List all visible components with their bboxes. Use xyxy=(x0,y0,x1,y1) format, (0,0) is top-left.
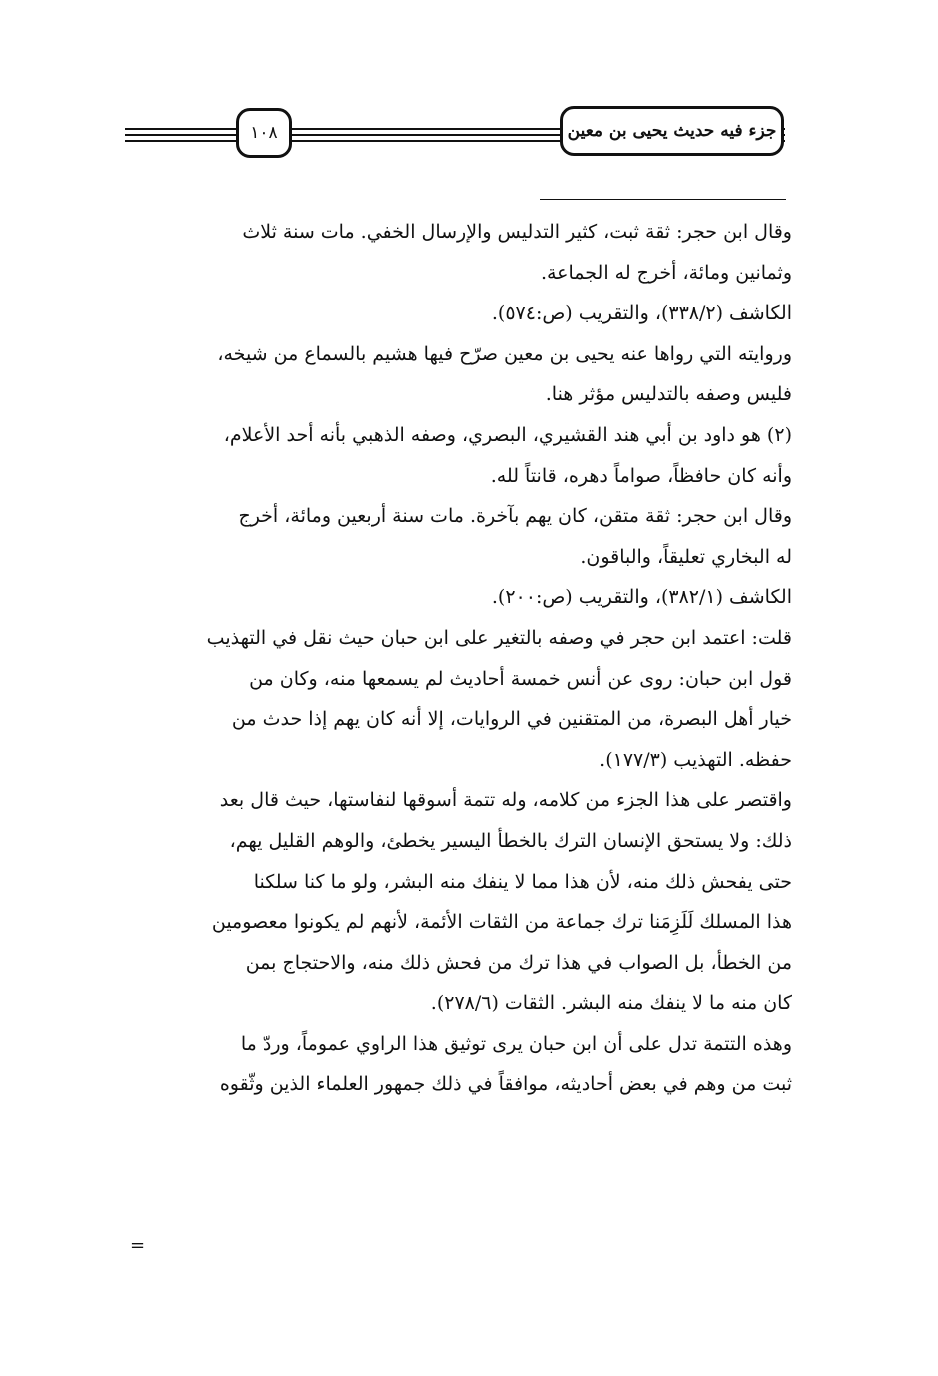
text-line: وقال ابن حجر: ثقة ثبت، كثير التدليس والإرسال الخفي. مات سنة ثلاث xyxy=(242,221,792,243)
text-line: وروايته التي رواها عنه يحيى بن معين صرّح فيها هشيم بالسماع من شيخه، xyxy=(217,342,792,365)
text-line: فليس وصفه بالتدليس مؤثر هنا. xyxy=(545,383,792,406)
text-line: وثمانين ومائة، أخرج له الجماعة. xyxy=(540,261,792,284)
text-line: من الخطأ، بل الصواب في هذا ترك من فحش ذلك منه، والاحتجاج بمن xyxy=(245,951,792,974)
text-line: (٢) هو داود بن أبي هند القشيري، البصري، وصفه الذهبي بأنه أحد الأعلام، xyxy=(223,423,792,446)
text-line: حفظه. التهذيب (١٧٧/٣). xyxy=(599,748,792,771)
book-title: جزء فيه حديث يحيى بن معين xyxy=(560,106,784,156)
continuation-mark: = xyxy=(130,1235,146,1256)
text-line: الكاشف (٣٨٢/١)، والتقريب (ص:٢٠٠). xyxy=(491,586,792,609)
text-line: واقتصر على هذا الجزء من كلامه، وله تتمة أسوقها لنفاستها، حيث قال بعد xyxy=(219,789,792,812)
text-line: قول ابن حبان: روى عن أنس خمسة أحاديث لم يسمعها منه، وكان من xyxy=(249,667,792,690)
text-line: ذلك: ولا يستحق الإنسان الترك بالخطأ اليسير يخطئ، والوهم القليل يهم، xyxy=(229,829,792,852)
footnote-text xyxy=(128,212,792,1105)
text-line: ثبت من وهم في بعض أحاديثه، موافقاً في ذلك جمهور العلماء الذين وثّقوه xyxy=(219,1073,792,1096)
text-line: قلت: اعتمد ابن حجر في وصفه بالتغير على ابن حبان حيث نقل في التهذيب xyxy=(206,626,792,649)
text-line: وأنه كان حافظاً، صواماً دهره، قانتاً لله. xyxy=(490,464,792,487)
text-line: كان منه ما لا ينفك منه البشر. الثقات (٢٧٨/٦). xyxy=(430,992,792,1015)
text-line: وقال ابن حجر: ثقة متقن، كان يهم بآخرة. مات سنة أربعين ومائة، أخرج xyxy=(238,505,792,528)
text-line: خيار أهل البصرة، من المتقنين في الروايات، إلا أنه كان يهم إذا حدث من xyxy=(231,708,792,731)
footnote-separator xyxy=(540,199,786,200)
text-line: هذا المسلك لَلَزِمَنا ترك جماعة من الثقات الأئمة، لأنهم لم يكونوا معصومين xyxy=(211,911,792,934)
text-line: وهذه التتمة تدل على أن ابن حبان يرى توثيق هذا الراوي عموماً، وردّ ما xyxy=(240,1032,792,1055)
text-line: له البخاري تعليقاً، والباقون. xyxy=(580,545,792,568)
page-number: ١٠٨ xyxy=(236,108,292,158)
text-line: الكاشف (٣٣٨/٢)، والتقريب (ص:٥٧٤). xyxy=(491,302,792,325)
text-line: حتى يفحش ذلك منه، لأن هذا مما لا ينفك منه البشر، ولو ما كنا سلكنا xyxy=(253,870,792,893)
